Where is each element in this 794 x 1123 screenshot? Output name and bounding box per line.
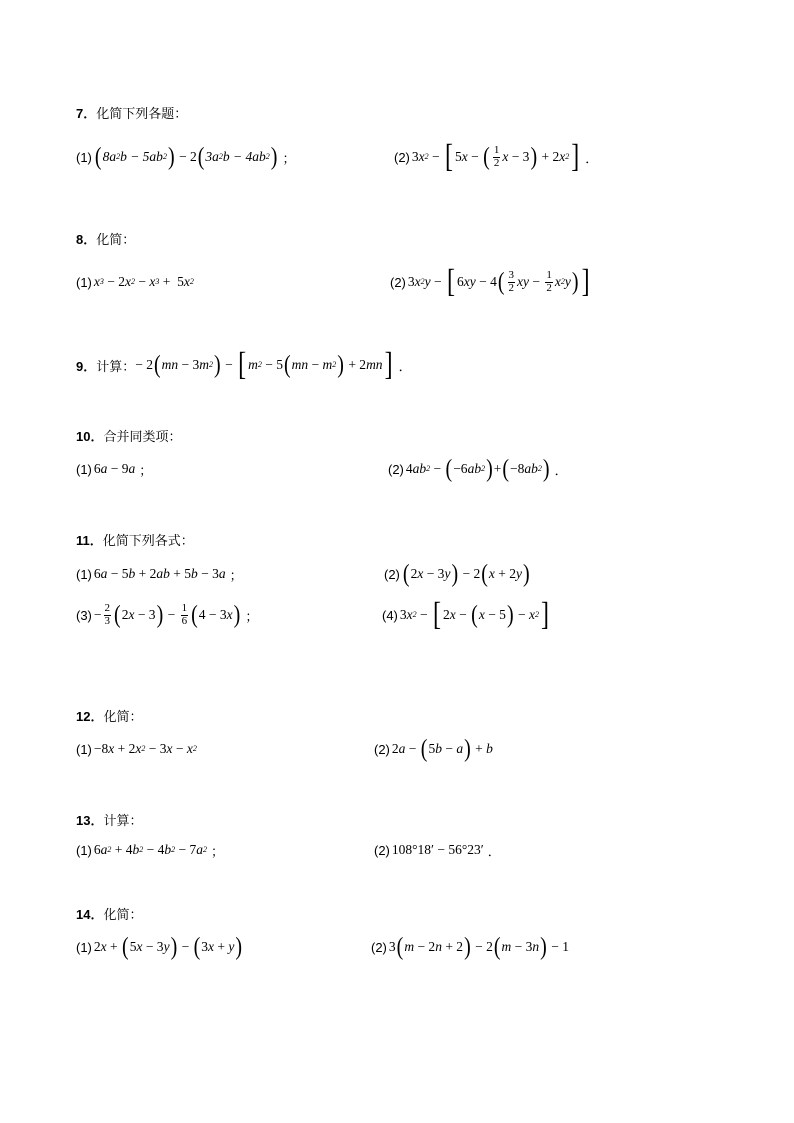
expression: 3 x 2 − [ 2 x − ( x − 5 ) − x 2 ]	[399, 597, 549, 633]
question-11-parts-b	[76, 598, 756, 632]
period: ．	[487, 843, 501, 859]
question-9-row	[76, 348, 756, 382]
question-7-title	[76, 103, 187, 122]
part-label: (1)	[76, 939, 92, 955]
question-title: 化简：	[103, 907, 143, 922]
question-number: 7．	[76, 106, 97, 121]
expression: 2 x + ( 5 x − 3 y ) − ( 3 x + y )	[93, 933, 243, 961]
period: ．	[398, 358, 412, 374]
question-14-title	[76, 904, 142, 923]
problem-10-1	[76, 452, 152, 486]
part-label: (2)	[388, 461, 404, 477]
expression: ( 2 x − 3 y ) − 2 ( x + 2 y )	[402, 560, 530, 588]
problem-9	[76, 348, 412, 382]
question-12-title	[76, 706, 142, 725]
expression: ( 8a 2 b − 5ab 2 ) − 2 ( 3a 2 b − 4ab 2 )	[94, 143, 278, 171]
semicolon: ；	[245, 608, 259, 624]
question-number: 8．	[76, 232, 97, 247]
period: ．	[585, 150, 599, 166]
part-label: (1)	[76, 566, 92, 582]
problem-7-1	[76, 140, 295, 174]
part-label: (1)	[76, 461, 92, 477]
expression: 3 x 2 y − [ 6 xy − 4 ( $\frac{3}{2}$ xy − $\frac{1}{2}$ x 2 y ) ]	[407, 264, 590, 300]
part-label: (1)	[76, 842, 92, 858]
problem-14-2	[371, 930, 569, 964]
semicolon: ；	[229, 567, 243, 583]
problem-8-1	[76, 265, 194, 299]
part-label: (3)	[76, 607, 92, 623]
part-label: (1)	[76, 149, 92, 165]
expression: 6 a − 5 b + 2 ab + 5 b − 3 a	[93, 566, 226, 581]
expression: 108°18′ − 56°23′	[391, 842, 484, 857]
problem-12-1	[76, 732, 197, 766]
expression: x 3 − 2 x 2 − x 3 + 5 x 2	[93, 274, 194, 289]
question-11-title	[76, 530, 194, 549]
part-label: (2)	[371, 939, 387, 955]
problem-13-1	[76, 833, 224, 867]
question-7-parts	[76, 140, 756, 174]
semicolon: ；	[282, 150, 296, 166]
part-label: (4)	[382, 607, 398, 623]
part-label: (2)	[390, 274, 406, 290]
part-label: (1)	[76, 741, 92, 757]
problem-11-1	[76, 557, 243, 591]
question-8-parts	[76, 265, 756, 299]
question-title: 化简下列各式：	[102, 533, 194, 548]
question-8-title	[76, 229, 135, 248]
problem-12-2	[374, 732, 493, 766]
question-12-parts	[76, 732, 756, 766]
part-label: (2)	[374, 842, 390, 858]
expression: 3 ( m − 2 n + 2 ) − 2 ( m − 3 n ) − 1	[388, 933, 569, 961]
expression: 6 a − 9 a	[93, 461, 136, 476]
question-title: 化简：	[103, 709, 143, 724]
question-title: 合并同类项：	[103, 429, 182, 444]
problem-11-3	[76, 598, 258, 632]
question-10-parts	[76, 452, 756, 486]
question-title: 计算：	[96, 358, 136, 374]
problem-14-1	[76, 930, 243, 964]
question-number: 13．	[76, 813, 104, 828]
question-number: 10．	[76, 429, 104, 444]
period: ．	[554, 462, 568, 478]
problem-10-2	[388, 452, 568, 486]
question-title: 化简下列各题：	[96, 106, 188, 121]
question-title: 计算：	[103, 813, 143, 828]
question-10-title	[76, 426, 181, 445]
question-number: 11．	[76, 533, 103, 548]
question-14-parts	[76, 930, 756, 964]
question-13-title	[76, 810, 142, 829]
expression: 6 a 2 + 4 b 2 − 4 b 2 − 7 a 2	[93, 842, 208, 857]
expression: − 2 ( mn − 3 m 2 ) − [ m 2 − 5 ( mn − m 2 ) + 2 mn ]	[135, 347, 393, 383]
part-label: (2)	[374, 741, 390, 757]
expression: 2 a − ( 5 b − a ) + b	[391, 735, 493, 763]
problem-7-2	[394, 140, 598, 174]
question-number: 9．	[76, 358, 97, 374]
part-label: (2)	[384, 566, 400, 582]
question-title: 化简：	[96, 232, 136, 247]
part-label: (1)	[76, 274, 92, 290]
expression: −8 x + 2 x 2 − 3 x − x 2	[93, 741, 197, 756]
semicolon: ；	[139, 462, 153, 478]
problem-11-2	[384, 557, 531, 591]
expression: − $\frac{2}{3}$ ( 2 x − 3 ) − $\frac{1}{6}$ ( 4 − 3 x )	[93, 601, 241, 629]
part-label: (2)	[394, 149, 410, 165]
expression: 4 ab 2 − ( −6 ab 2 ) + ( −8 ab 2 )	[405, 455, 550, 483]
semicolon: ；	[211, 843, 225, 859]
problem-13-2	[374, 833, 501, 867]
question-13-parts	[76, 833, 756, 867]
expression: 3 x 2 − [ 5 x − ( $\frac{1}{2}$ x − 3 ) + 2 x 2 ]	[411, 139, 580, 175]
question-number: 14．	[76, 907, 104, 922]
problem-11-4	[382, 598, 551, 632]
question-11-parts-a	[76, 557, 756, 591]
question-number: 12．	[76, 709, 104, 724]
problem-8-2	[390, 265, 592, 299]
